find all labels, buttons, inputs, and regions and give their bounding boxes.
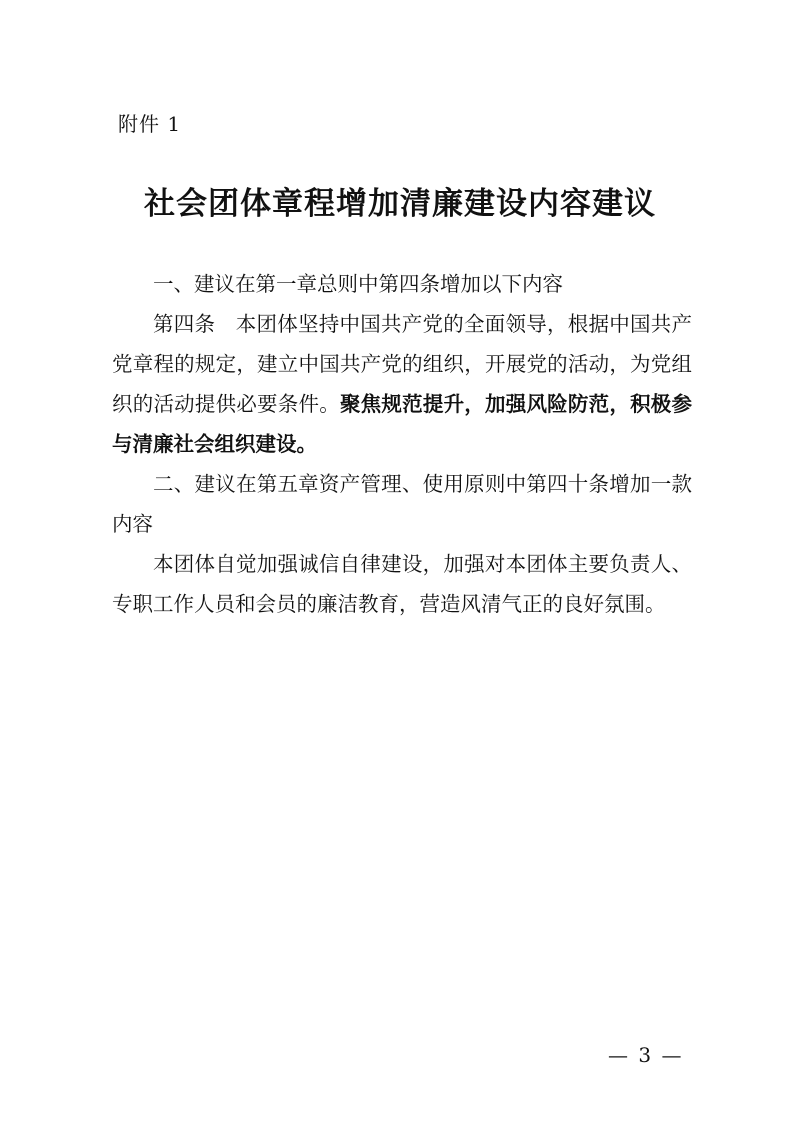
section2-heading: 二、建议在第五章资产管理、使用原则中第四十条增加一款内容: [112, 472, 692, 536]
article-label: 第四条: [153, 312, 216, 336]
page-number: — 3 —: [608, 1043, 684, 1067]
section1-heading: 一、建议在第一章总则中第四条增加以下内容: [153, 272, 563, 296]
article-text: 本团体坚持中国共产党的全面领导，根据中国共产党章程的规定，建立中国共产党的组织，开展党的活动，为党组织的活动提供必要条件。: [112, 312, 692, 416]
article-added-text: 聚焦规范提升，加强风险防范，积极参与清廉社会组织建设。: [112, 392, 693, 456]
section2-text: 本团体自觉加强诚信自律建设，加强对本团体主要负责人、专职工作人员和会员的廉洁教育，营造风清气正的良好氛围。: [112, 552, 692, 616]
document-body: [112, 264, 692, 624]
attachment-label: 附件 1: [118, 112, 182, 136]
section1-article: [112, 304, 692, 464]
document-title: 社会团体章程增加清廉建设内容建议: [144, 186, 656, 222]
